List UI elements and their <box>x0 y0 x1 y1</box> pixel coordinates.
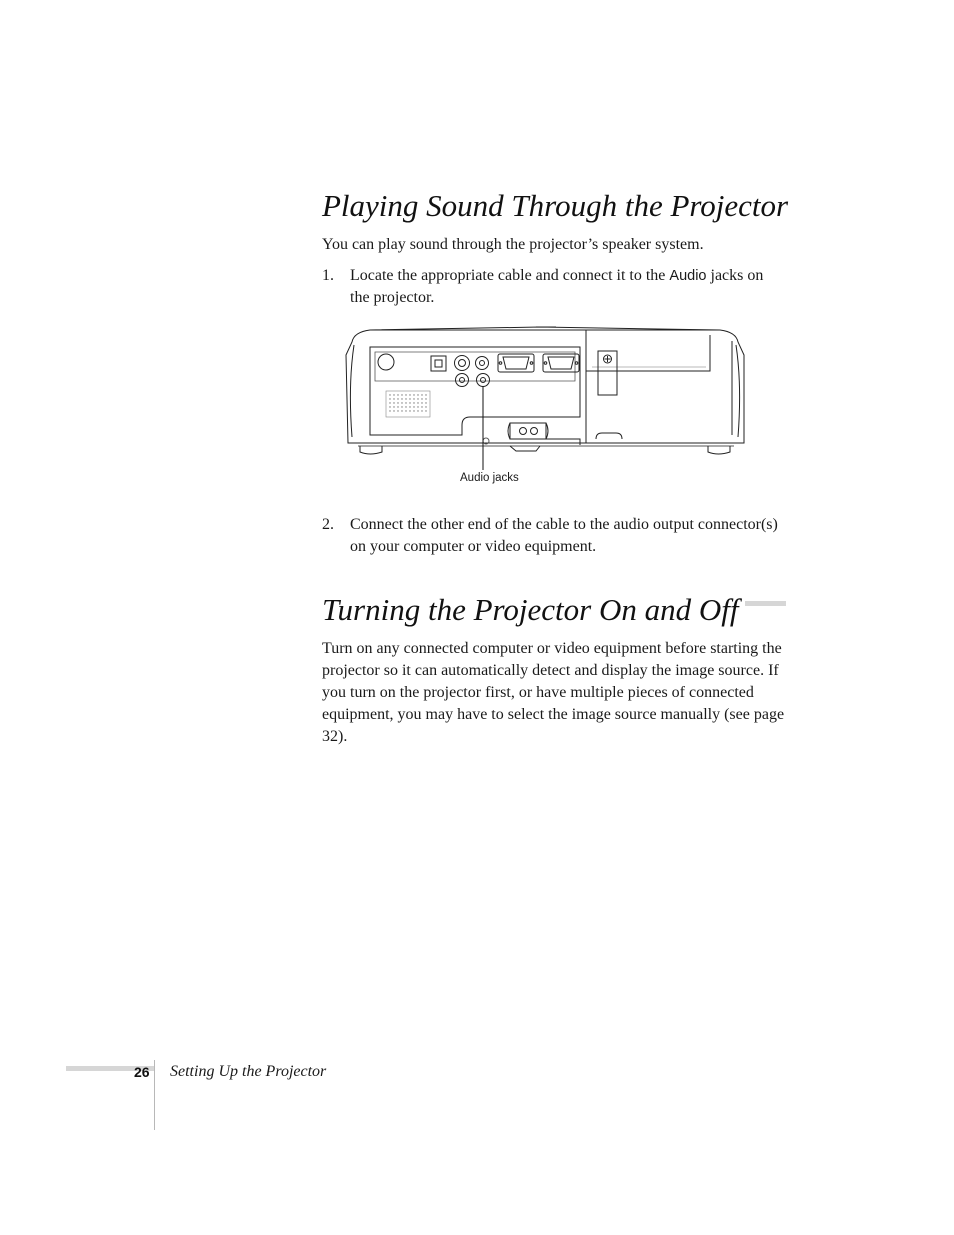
step-text-before: Locate the appropriate cable and connect it to the <box>350 267 670 284</box>
intro-paragraph: You can play sound through the projector’s speaker system. <box>322 236 704 253</box>
section-heading-playing-sound: Playing Sound Through the Projector <box>322 188 794 224</box>
projector-rear-illustration <box>340 325 750 490</box>
step-text-after: jacks on the projector. <box>350 267 764 306</box>
section-heading-turning-on-off: Turning the Projector On and Off <box>322 592 745 628</box>
step-text <box>350 265 786 309</box>
step-1 <box>322 265 786 309</box>
audio-label: Audio <box>669 268 707 284</box>
page-number: 26 <box>134 1064 150 1080</box>
body-paragraph: Turn on any connected computer or video equipment before starting the projector so it can automatically detect and display the image source. If you turn on the projector first, or have multiple pieces of connected equipment, you may have to select the image source manually (see page 32). <box>322 640 785 745</box>
audio-jacks-callout: Audio jacks <box>460 472 519 484</box>
step-number: 2. <box>322 516 334 533</box>
running-footer-title: Setting Up the Projector <box>170 1063 327 1080</box>
footer-divider <box>154 1060 155 1130</box>
step-number: 1. <box>322 267 334 284</box>
step-text: Connect the other end of the cable to the audio output connector(s) on your computer or video equipment. <box>350 516 778 555</box>
step-2 <box>322 514 786 558</box>
